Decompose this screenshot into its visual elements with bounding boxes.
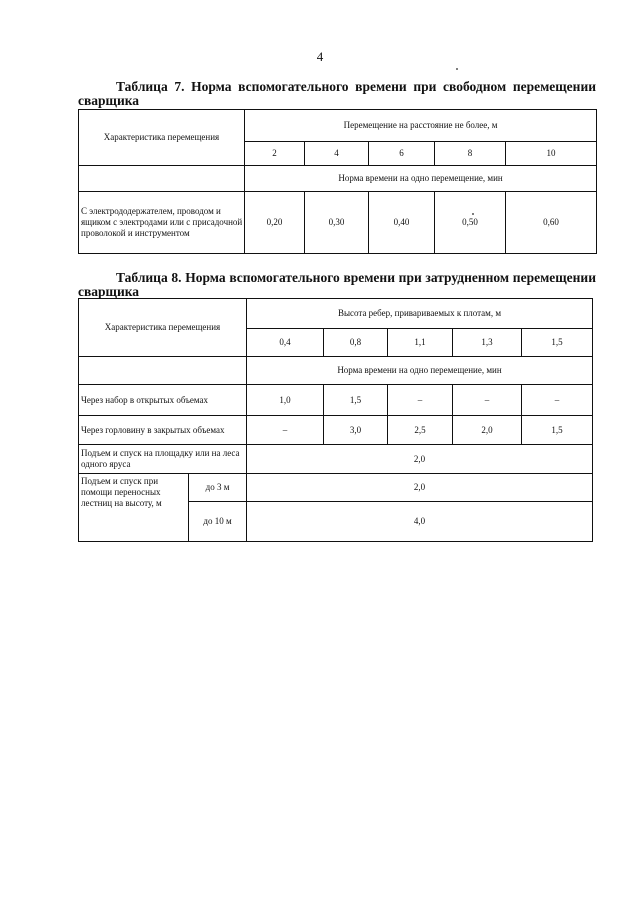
table-8-value-cell: – [522, 385, 593, 416]
table-7-distance-cell: 10 [506, 142, 597, 166]
table-8-height-cell: 1,5 [522, 329, 593, 357]
table-7-value-cell: 0,50 [435, 192, 506, 254]
table-7-distance-cell: 4 [305, 142, 369, 166]
table-8-height-cell: 1,1 [388, 329, 453, 357]
page-number: 4 [316, 49, 324, 64]
table-8-value-cell: – [453, 385, 522, 416]
table-7-value-cell: 0,40 [369, 192, 435, 254]
table-8-value-cell: 2,0 [453, 416, 522, 445]
table-8-caption: Таблица 8. Норма вспомогательного времени при затрудненном перемещении сварщика [78, 270, 596, 299]
scan-speck [472, 213, 474, 215]
table-7-value-cell: 0,20 [245, 192, 305, 254]
table-8-row-header: Характеристика перемещения [79, 299, 247, 357]
table-7-caption: Таблица 7. Норма вспомогательного времени при свободном перемещении сварщика [78, 79, 596, 108]
table-8-ladder-value: 2,0 [247, 474, 593, 502]
table-8-value-cell: 2,5 [388, 416, 453, 445]
table-7-row-header: Характеристика перемещения [79, 110, 245, 166]
table-7-distance-cell: 8 [435, 142, 506, 166]
table-8-value-cell: – [388, 385, 453, 416]
scan-speck [456, 68, 458, 70]
table-7-distance-header: Перемещение на расстояние не более, м [245, 110, 597, 142]
table-8-height-cell: 0,4 [247, 329, 324, 357]
table-8-height-cell: 1,3 [453, 329, 522, 357]
table-8-ladder-value: 4,0 [247, 502, 593, 542]
table-8-value-cell: 1,5 [324, 385, 388, 416]
table-8 [78, 298, 593, 542]
table-8-height-cell: 0,8 [324, 329, 388, 357]
table-7-row-label: С электрододержателем, проводом и ящиком с электродами или с присадочной проволокой и инструментом [79, 192, 245, 254]
table-8-row-label: Через горловину в закрытых объемах [79, 416, 247, 445]
table-7-value-cell: 0,60 [506, 192, 597, 254]
table-8-ladder-range: до 3 м [189, 474, 247, 502]
table-8-platform-value: 2,0 [247, 445, 593, 474]
table-8-height-header: Высота ребер, привариваемых к плотам, м [247, 299, 593, 329]
table-7-distance-cell: 6 [369, 142, 435, 166]
table-8-value-cell: 1,0 [247, 385, 324, 416]
table-8-ladder-range: до 10 м [189, 502, 247, 542]
table-8-value-cell: 3,0 [324, 416, 388, 445]
table-7-distance-cell: 2 [245, 142, 305, 166]
table-8-platform-label: Подъем и спуск на площадку или на леса одного яруса [79, 445, 247, 474]
table-8-norm-header: Норма времени на одно перемещение, мин [247, 357, 593, 385]
table-8-value-cell: – [247, 416, 324, 445]
table-8-ladder-label: Подъем и спуск при помощи переносных лестниц на высоту, м [79, 474, 189, 542]
table-8-row-label: Через набор в открытых объемах [79, 385, 247, 416]
table-7-norm-header: Норма времени на одно перемещение, мин [245, 166, 597, 192]
table-7-value-cell: 0,30 [305, 192, 369, 254]
table-8-value-cell: 1,5 [522, 416, 593, 445]
table-7 [78, 109, 597, 254]
